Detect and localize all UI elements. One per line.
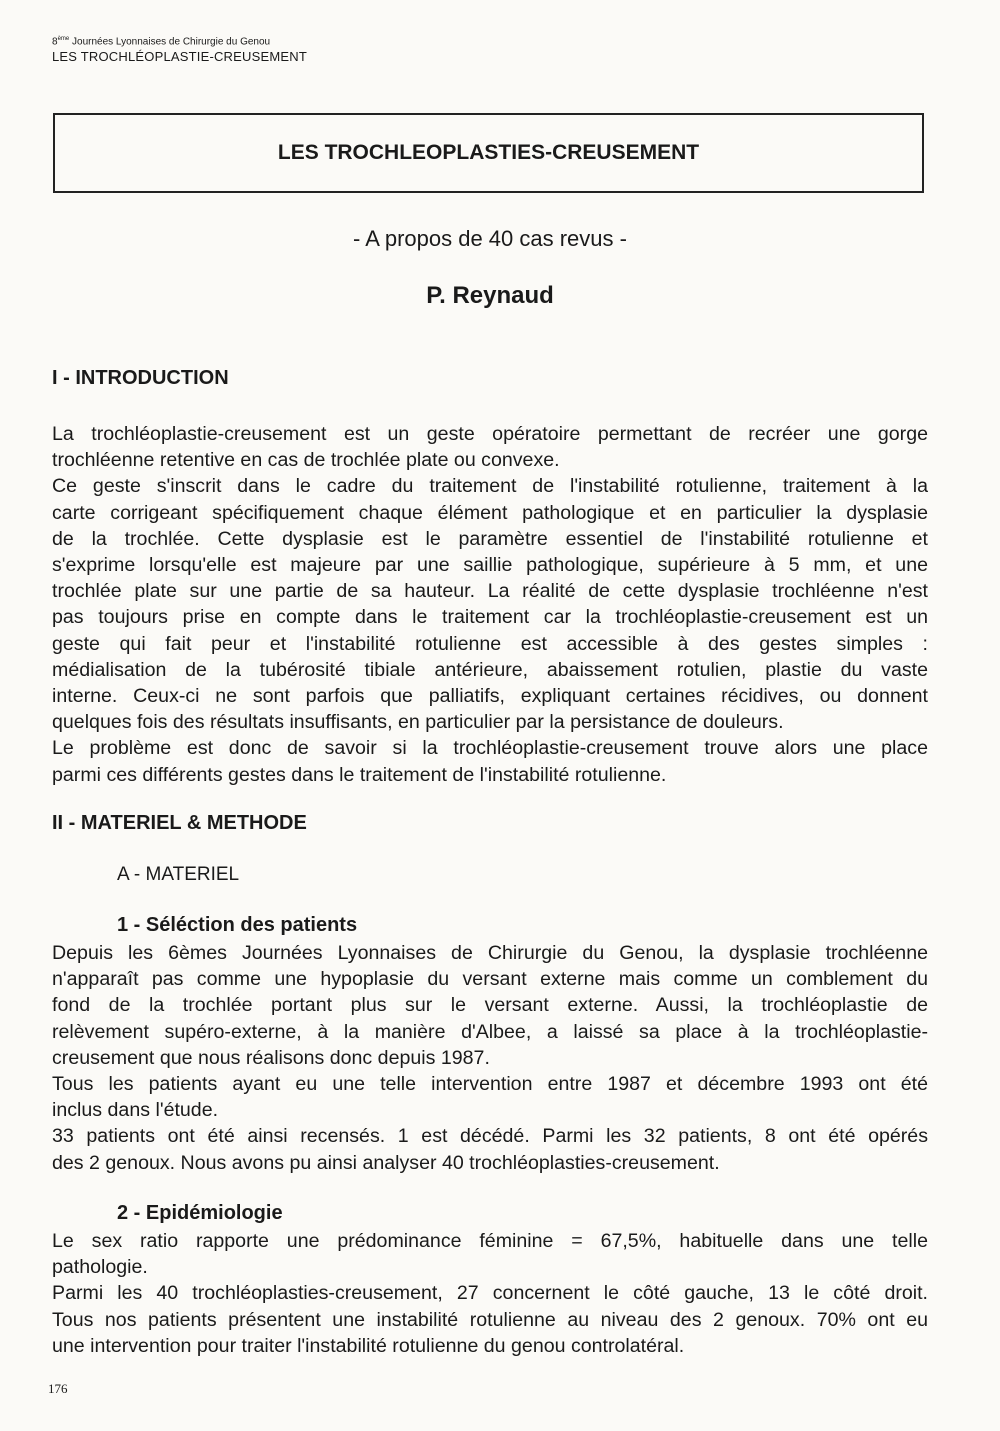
epidemiology-line: Parmi les 40 trochléoplasties-creusement, 27 concernent le côté gauche, 13 le côté droit. (52, 1282, 928, 1305)
title-box (53, 113, 924, 193)
intro-line: La trochléoplastie-creusement est un geste opératoire permettant de recréer une gorge (52, 423, 928, 445)
intro-body (52, 421, 928, 788)
author-name: P. Reynaud (426, 282, 554, 309)
selection-line: inclus dans l'étude. (52, 1099, 219, 1122)
epidemiology-heading: 2 - Epidémiologie (117, 1202, 283, 1224)
selection-line: Tous les patients ayant eu une telle intervention entre 1987 et décembre 1993 ont été (52, 1073, 928, 1096)
intro-line: pas toujours prise en compte dans le traitement car la trochléoplastie-creusement est un (52, 606, 928, 629)
materiel-subheading: A - MATERIEL (117, 864, 240, 885)
intro-line: trochlée plate sur une partie de sa hauteur. La réalité de cette dysplasie trochléenne n'est (52, 580, 928, 603)
epidemiology-line: une intervention pour traiter l'instabilité rotulienne du genou controlatéral. (52, 1334, 685, 1357)
intro-line: de la trochlée. Cette dysplasie est le paramètre essentiel de l'instabilité rotulienne et (52, 527, 928, 550)
intro-line: s'exprime lorsqu'elle est majeure par une saillie pathologique, supérieure à 5 mm, et une (52, 554, 928, 577)
selection-line: des 2 genoux. Nous avons pu ainsi analyser 40 trochléoplasties-creusement. (52, 1151, 720, 1174)
intro-line: carte corrigeant spécifiquement chaque élément pathologique et en particulier la dysplasie (52, 501, 928, 524)
selection-line: n'apparaît pas comme une hypoplasie du versant externe mais comme un comblement du (52, 968, 928, 991)
intro-line: interne. Ceux-ci ne sont parfois que palliatifs, expliquant certaines récidives, ou donnent (52, 685, 928, 708)
conference-number: 8 (52, 36, 58, 48)
selection-heading: 1 - Séléction des patients (117, 914, 358, 936)
conference-name: Journées Lyonnaises de Chirurgie du Genou (69, 36, 271, 48)
epidemiology-line: pathologie. (52, 1256, 148, 1279)
running-head (52, 36, 307, 65)
intro-line: geste qui fait peur et l'instabilité rotulienne est accessible à des gestes simples : (52, 632, 928, 655)
intro-heading: I - INTRODUCTION (52, 367, 229, 389)
intro-line: parmi ces différents gestes dans le traitement de l'instabilité rotulienne. (52, 763, 667, 786)
epidemiology-line: Le sex ratio rapporte une prédominance féminine = 67,5%, habituelle dans une telle (52, 1230, 928, 1252)
selection-line: relèvement supéro-externe, à la manière d'Albee, a laissé sa place à la trochléoplastie- (52, 1020, 928, 1043)
selection-line: Depuis les 6èmes Journées Lyonnaises de Chirurgie du Genou, la dysplasie trochléenne (52, 942, 928, 964)
page-number: 176 (48, 1381, 68, 1396)
running-head-conference (52, 36, 307, 49)
article-subtitle: - A propos de 40 cas revus - (353, 226, 627, 251)
article-title: LES TROCHLEOPLASTIES-CREUSEMENT (277, 141, 700, 164)
selection-body (52, 940, 928, 1176)
intro-line: quelques fois des résultats insuffisants, en particulier par la persistance de douleurs. (52, 711, 784, 734)
epidemiology-body (52, 1228, 928, 1359)
methods-heading: II - MATERIEL & METHODE (52, 812, 307, 834)
intro-line: trochléenne retentive en cas de trochlée plate ou convexe. (52, 449, 560, 472)
running-head-section: LES TROCHLÉOPLASTIE-CREUSEMENT (52, 48, 307, 64)
epidemiology-line: Tous nos patients présentent une instabilité rotulienne au niveau des 2 genoux. 70% ont eu (52, 1308, 928, 1331)
intro-line: Le problème est donc de savoir si la trochléoplastie-creusement trouve alors une place (52, 737, 928, 760)
ordinal-superscript: ème (57, 36, 70, 42)
selection-line: fond de la trochlée portant plus sur le versant externe. Aussi, la trochléoplastie de (52, 994, 928, 1017)
selection-line: 33 patients ont été ainsi recensés. 1 est décédé. Parmi les 32 patients, 8 ont été opérés (52, 1125, 928, 1148)
intro-line: Ce geste s'inscrit dans le cadre du traitement de l'instabilité rotulienne, traitement à la (52, 475, 928, 498)
intro-line: médialisation de la tubérosité tibiale antérieure, abaissement rotulien, plastie du vaste (52, 658, 928, 681)
selection-line: creusement que nous réalisons donc depuis 1987. (52, 1046, 490, 1069)
